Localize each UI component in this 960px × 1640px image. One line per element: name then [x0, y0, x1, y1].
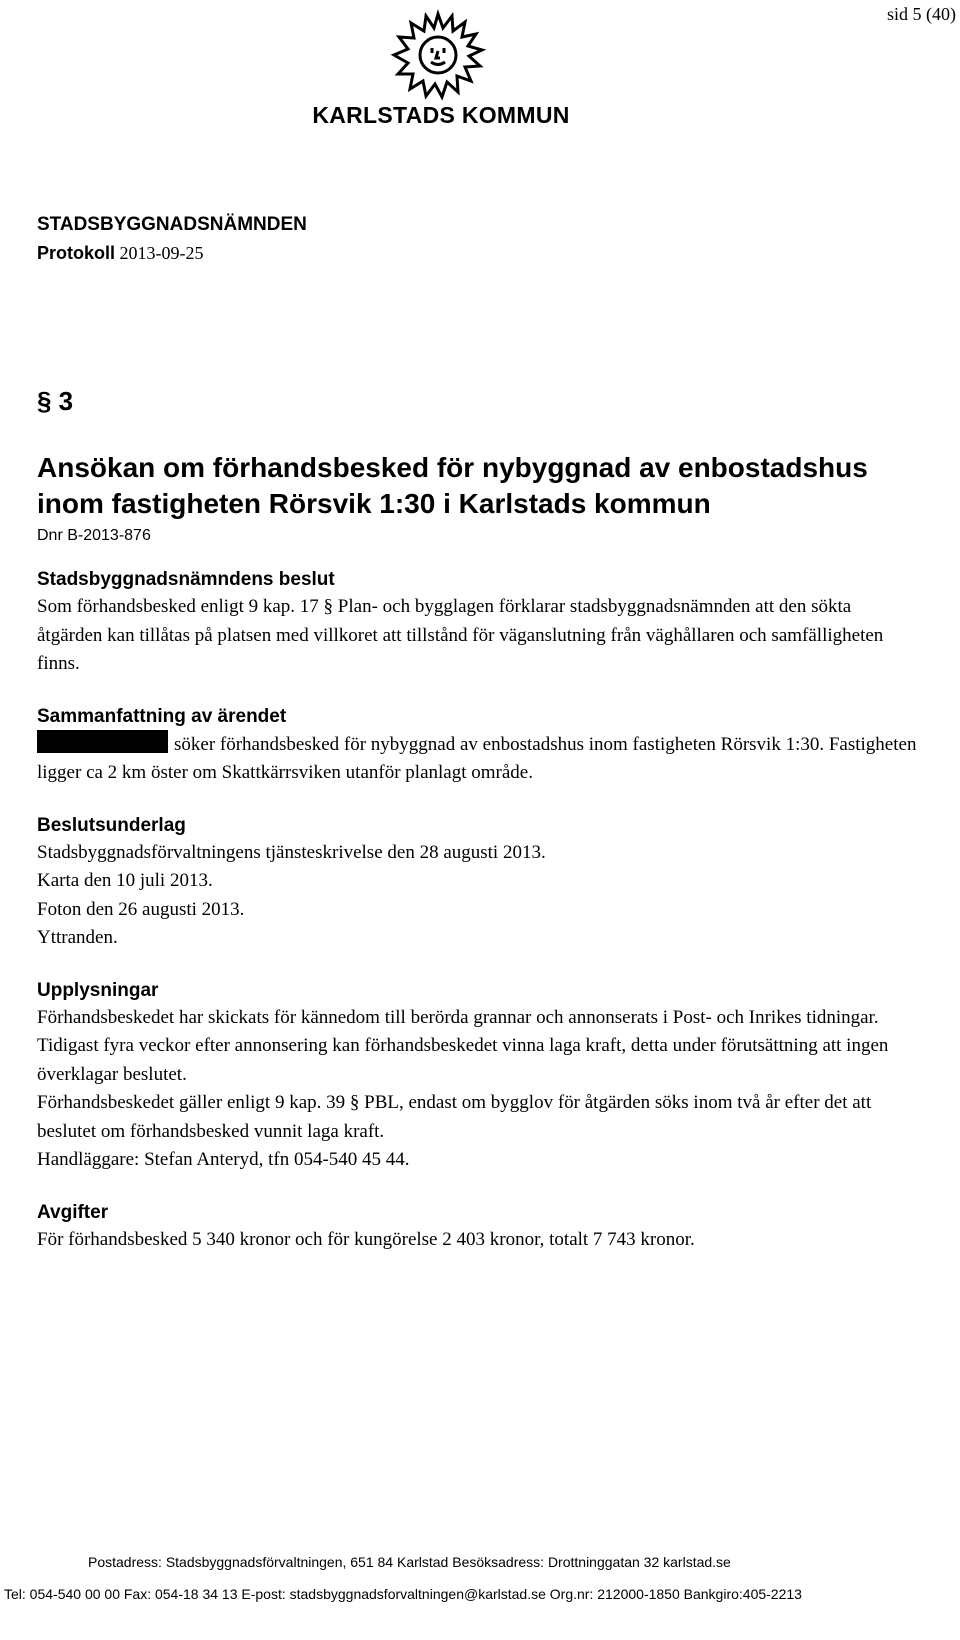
basis-item: Karta den 10 juli 2013. — [37, 870, 213, 891]
footer-address: Postadress: Stadsbyggnadsförvaltningen, 651 84 Karlstad Besöksadress: Drottninggatan 32 karlstad.se — [88, 1554, 731, 1570]
information-paragraph: Förhandsbeskedet har skickats för kännedom till berörda grannar och annonserats i Post- och Inrikes tidningar. Tidigast fyra veckor efter annonsering kan förhandsbeskedet vinna laga kraft, detta under förutsättning att ingen överklagar beslutet. — [37, 1006, 889, 1085]
basis-item: Foton den 26 augusti 2013. — [37, 898, 245, 920]
summary-heading: Sammanfattning av ärendet — [37, 705, 287, 727]
case-title: Ansökan om förhandsbesked för nybyggnad av enbostadshus inom fastigheten Rörsvik 1:30 i Karlstads kommun — [37, 452, 868, 519]
summary-paragraph — [37, 730, 917, 788]
fees-heading: Avgifter — [37, 1201, 109, 1223]
sun-icon — [388, 6, 488, 101]
paragraph-number: § 3 — [37, 386, 74, 416]
information-paragraph: Handläggare: Stefan Anteryd, tfn 054-540 45 44. — [37, 1149, 410, 1170]
decision-heading: Stadsbyggnadsnämndens beslut — [37, 569, 335, 590]
decision-text: Som förhandsbesked enligt 9 kap. 17 § Plan- och bygglagen förklarar stadsbyggnadsnämnden att den sökta åtgärden kan tillåtas på platsen med villkoret att tillstånd för väganslutning från väghållaren och samfälligheten finns. — [37, 596, 884, 674]
basis-list — [37, 839, 917, 953]
basis-heading: Beslutsunderlag — [37, 814, 186, 836]
information-paragraph: Förhandsbeskedet gäller enligt 9 kap. 39 § PBL, endast om bygglov för åtgärden söks inom två år efter det att beslutet om förhandsbesked vunnit laga kraft. — [37, 1092, 872, 1142]
municipality-logo — [310, 6, 572, 126]
protocol-line — [37, 243, 307, 264]
case-reference: Dnr B-2013-876 — [37, 527, 151, 544]
protocol-date: 2013-09-25 — [119, 243, 204, 263]
footer-contact: Tel: 054-540 00 00 Fax: 054-18 34 13 E-post: stadsbyggnadsforvaltningen@karlstad.se Org.nr: 212000-1850 Bankgiro:405-2213 — [4, 1586, 802, 1602]
information-heading: Upplysningar — [37, 979, 159, 1001]
document-header — [37, 214, 307, 264]
fees-text: För förhandsbesked 5 340 kronor och för kungörelse 2 403 kronor, totalt 7 743 kronor. — [37, 1228, 695, 1250]
document-body — [37, 386, 917, 1254]
basis-item: Yttranden. — [37, 927, 118, 948]
logo-text: KARLSTADS KOMMUN — [312, 102, 570, 128]
protocol-label: Protokoll — [37, 243, 116, 263]
page-number: sid 5 (40) — [887, 4, 956, 24]
information-text — [37, 1004, 917, 1175]
committee-name: STADSBYGGNADSNÄMNDEN — [37, 214, 307, 235]
summary-text: söker förhandsbesked för nybyggnad av enbostadshus inom fastigheten Rörsvik 1:30. Fastigheten ligger ca 2 km öster om Skattkärrsviken utanför planlagt område. — [37, 733, 917, 783]
basis-item: Stadsbyggnadsförvaltningens tjänsteskrivelse den 28 augusti 2013. — [37, 841, 546, 863]
redacted-applicant-name — [37, 730, 168, 753]
